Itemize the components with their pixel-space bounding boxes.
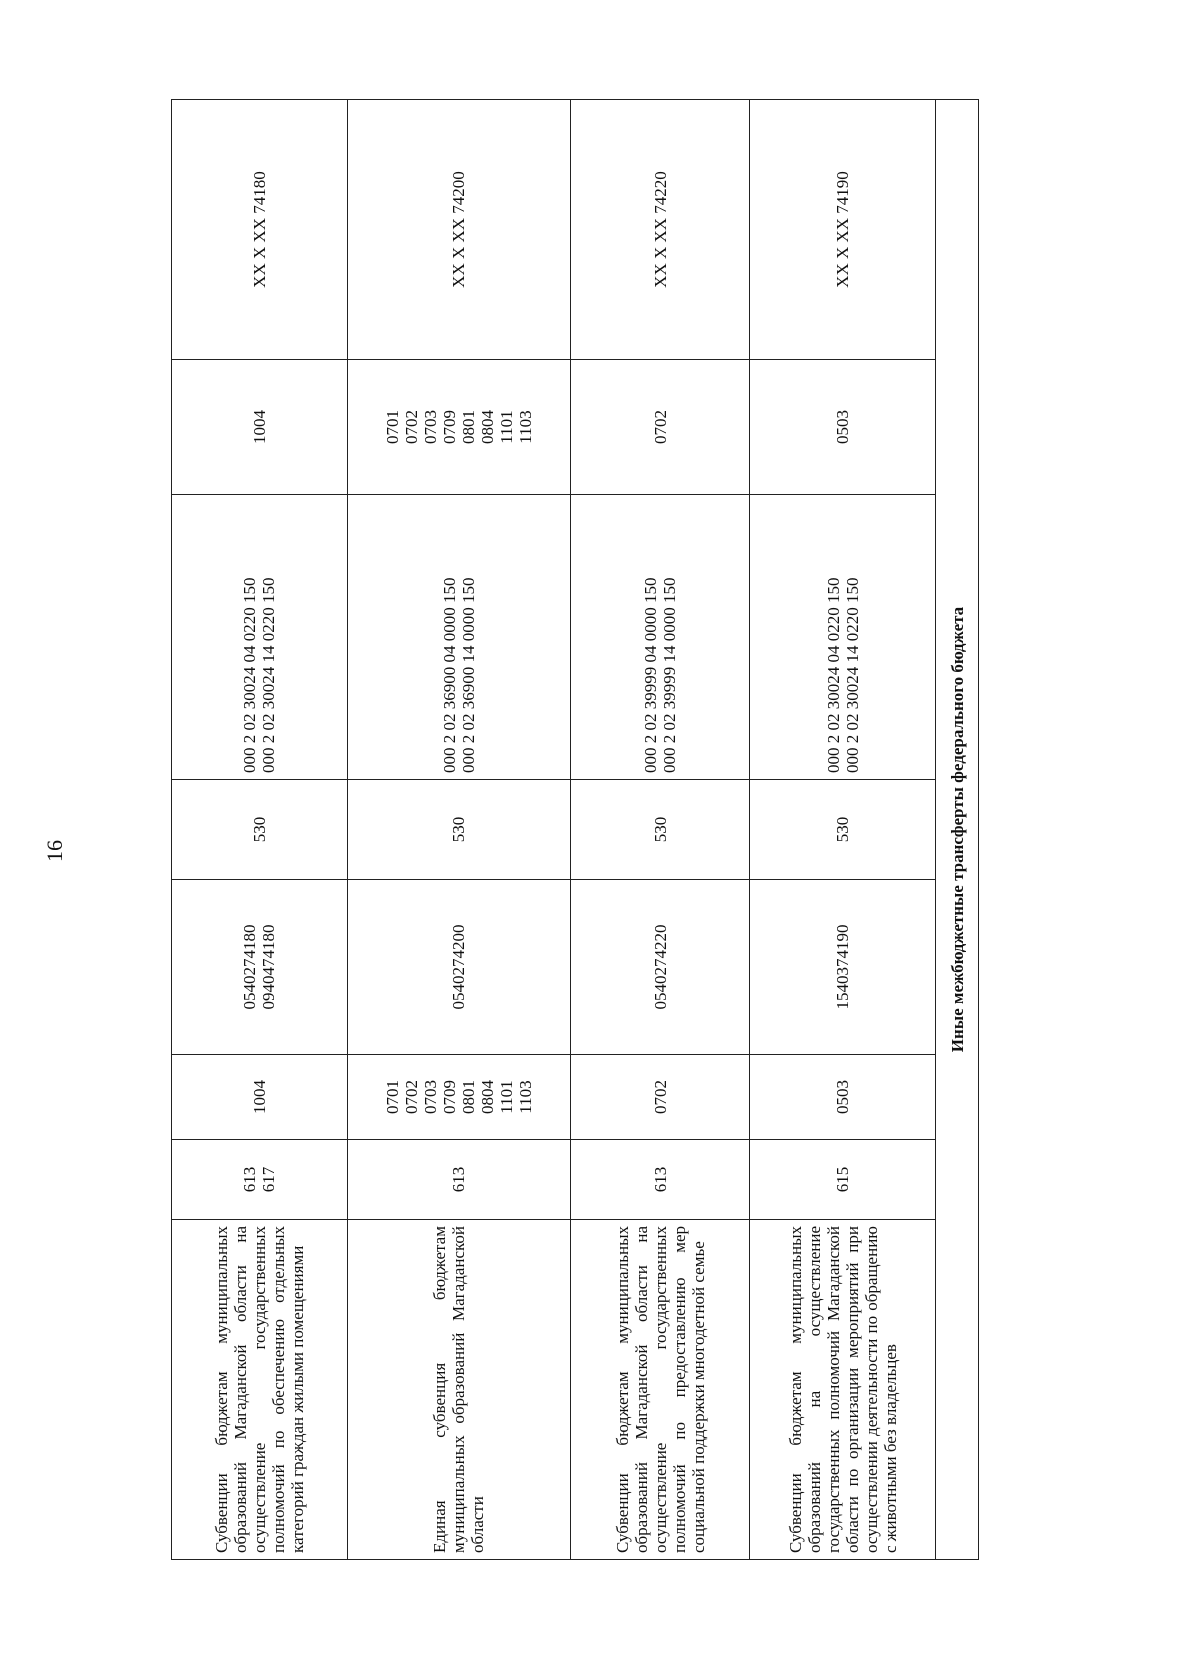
transfers-table [171,99,979,1560]
table-row [571,100,750,1560]
row-name: Субвенции бюджетам муниципальных образований на осуществление государственных полномочий Магаданской области по организации мероприятий при осуществлении деятельности по обращению с животными без владельцев [750,1220,936,1560]
csr-cell: 0540274200 [347,880,571,1055]
razdel-cell: 0503 [750,1055,936,1140]
row-name: Единая субвенция бюджетам муниципальных образований Магаданской области [347,1220,571,1560]
razdel2-cell: 0503 [750,360,936,495]
kd-cell: 000 2 02 39999 04 0000 150 000 2 02 39999 14 0000 150 [571,495,750,780]
code-cell: XX X XX 74180 [172,100,348,360]
rotated-table-area [171,100,979,1560]
vr-cell: 530 [172,780,348,880]
table-row [347,100,571,1560]
razdel-cell: 0701 0702 0703 0709 0801 0804 1101 1103 [347,1055,571,1140]
section-row [936,100,979,1560]
page-number: 16 [42,840,67,862]
code-cell: XX X XX 74220 [571,100,750,360]
row-name: Субвенции бюджетам муниципальных образований Магаданской области на осуществление государственных полномочий по обеспечению отдельных категорий граждан жилыми помещениями [172,1220,348,1560]
vr-cell: 530 [347,780,571,880]
razdel2-cell: 0701 0702 0703 0709 0801 0804 1101 1103 [347,360,571,495]
kvr-cell: 615 [750,1140,936,1220]
razdel-cell: 0702 [571,1055,750,1140]
row-name: Субвенции бюджетам муниципальных образований Магаданской области на осуществление государственных полномочий по предоставлению мер социальной поддержки многодетной семье [571,1220,750,1560]
csr-cell: 0540274220 [571,880,750,1055]
code-cell: XX X XX 74200 [347,100,571,360]
csr-cell: 1540374190 [750,880,936,1055]
razdel2-cell: 1004 [172,360,348,495]
section-title: Иные межбюджетные трансферты федерального бюджета [936,100,979,1560]
code-cell: XX X XX 74190 [750,100,936,360]
kvr-cell: 613 [347,1140,571,1220]
csr-cell: 0540274180 0940474180 [172,880,348,1055]
vr-cell: 530 [750,780,936,880]
table-wrapper [171,100,979,1560]
kd-cell: 000 2 02 30024 04 0220 150 000 2 02 30024 14 0220 150 [750,495,936,780]
razdel2-cell: 0702 [571,360,750,495]
razdel-cell: 1004 [172,1055,348,1140]
kvr-cell: 613 617 [172,1140,348,1220]
kd-cell: 000 2 02 30024 04 0220 150 000 2 02 30024 14 0220 150 [172,495,348,780]
kvr-cell: 613 [571,1140,750,1220]
table-row [750,100,936,1560]
vr-cell: 530 [571,780,750,880]
kd-cell: 000 2 02 36900 04 0000 150 000 2 02 36900 14 0000 150 [347,495,571,780]
table-row [172,100,348,1560]
